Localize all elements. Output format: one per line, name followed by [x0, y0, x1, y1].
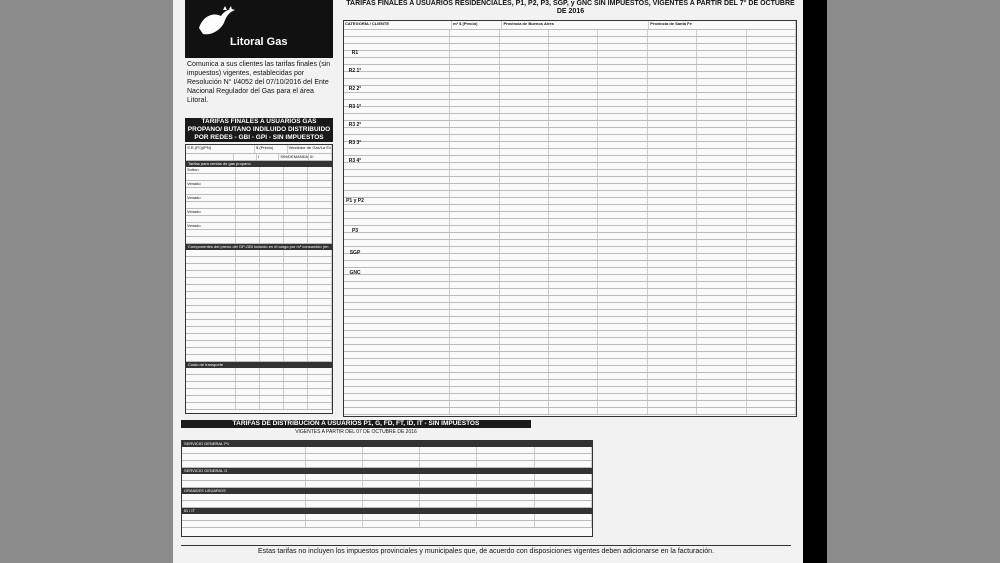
right-column [343, 0, 798, 420]
table-row [344, 296, 796, 303]
table-row [344, 317, 796, 324]
notice-text: Comunica a sus clientes las tarifas finales (sin impuestos) vigentes, establecidas por Resolución N° I/4052 del 07/10/2016 del Ente Nacional Regulador del Gas para el área Litoral. [187, 61, 331, 104]
table-row [344, 156, 796, 163]
table-row [344, 233, 796, 240]
table-row [344, 373, 796, 380]
brand-logo [185, 0, 333, 58]
table-row [344, 177, 796, 184]
table-row [344, 212, 796, 219]
table-row [344, 359, 796, 366]
table-row [344, 44, 796, 51]
table-row [344, 380, 796, 387]
table-row [344, 268, 796, 275]
category-label: P3 [351, 228, 359, 234]
footer-disclaimer: Estas tarifas no incluyen los impuestos provinciales y municipales que, de acuerdo con disposiciones vigentes deben adicionarse en la facturación. [181, 545, 791, 555]
table-row [344, 170, 796, 177]
table-row [344, 205, 796, 212]
category-label: R1 [351, 50, 359, 56]
table-row [344, 338, 796, 345]
table-row [344, 58, 796, 65]
bottom-table-subtitle: VIGENTES A PARTIR DEL 07 DE OCTUBRE DE 2016 [295, 429, 417, 435]
table-row-label: Sutton [186, 167, 236, 173]
brand-name: Litoral Gas [230, 36, 288, 48]
table-row [344, 128, 796, 135]
table-row [344, 408, 796, 415]
left-table-title: TARIFAS FINALES A USUARIOS GAS PROPANO/ BUTANO INDILUIDO DISTRIBUIDO POR REDES - GBI - GPI - SIN IMPUESTOS [185, 118, 333, 142]
category-label: R3 1° [348, 104, 362, 110]
col-header: I [257, 154, 280, 160]
table-row [344, 275, 796, 282]
table-row [344, 100, 796, 107]
table-row [344, 261, 796, 268]
table-row [344, 191, 796, 198]
left-letterbox [0, 0, 173, 563]
table-row [344, 79, 796, 86]
table-row [344, 324, 796, 331]
left-column [181, 0, 336, 420]
category-label: R2 2° [348, 86, 362, 92]
table-row [344, 30, 796, 37]
row-group: SERVICIO GENERAL G [182, 468, 592, 474]
section-header: Costo de transporte [186, 362, 332, 368]
table-row [344, 114, 796, 121]
table-row [344, 184, 796, 191]
table-row [344, 107, 796, 114]
table-row [344, 93, 796, 100]
table-row [344, 394, 796, 401]
table-row-label: Venado [186, 195, 236, 201]
table-row [344, 121, 796, 128]
table-row [344, 37, 796, 44]
row-group: ID / IT [182, 508, 592, 514]
category-label: R3 3° [348, 140, 362, 146]
row-group: GRANDES USUARIOS [182, 488, 592, 494]
table-row [344, 352, 796, 359]
table-row-label: Venado [186, 181, 236, 187]
col-header: CATEGORÍA / CLIENTE [344, 21, 452, 29]
category-label: R3 2° [348, 122, 362, 128]
table-row [344, 345, 796, 352]
table-row [344, 254, 796, 261]
residential-tariff-table [343, 20, 797, 417]
col-header: m³ $ (Precio) [452, 21, 502, 29]
col-header: S.R.(P.I)(IPN) [186, 145, 255, 153]
right-letterbox [827, 0, 1000, 563]
table-row [344, 289, 796, 296]
table-row [344, 240, 796, 247]
section-header: Componentes del precio del GP-GBI incluido en el cargo por m³ consumido (en $/m3) [186, 244, 332, 250]
table-row [344, 86, 796, 93]
table-row [344, 310, 796, 317]
table-body [344, 30, 796, 415]
table-row [344, 331, 796, 338]
bottom-table-title: TARIFAS DE DISTRIBUCIÓN A USUARIOS P1, G, FD, FT, ID, IT - SIN IMPUESTOS [181, 420, 531, 428]
right-table-title: TARIFAS FINALES A USUARIOS RESIDENCIALES, P1, P2, P3, SGP, y GNC SIN IMPUESTOS, VIGENTES A PARTIR DEL 7° DE OCTUBRE DE 2016 [346, 0, 795, 15]
newspaper-page [173, 0, 803, 563]
table-row [344, 219, 796, 226]
category-label: SGP [349, 250, 361, 256]
table-row [344, 72, 796, 79]
col-header: Provincia de Buenos Aires [502, 21, 649, 29]
section-header: Tarifas para ventas de gas propano [186, 161, 332, 167]
col-header: $ (Precio) [255, 145, 287, 153]
table-row [344, 387, 796, 394]
table-row [344, 303, 796, 310]
row-group: SERVICIO GENERAL P1 [182, 441, 592, 447]
propane-tariff-table [185, 144, 333, 414]
col-header: SIN/DEMANDA [280, 154, 309, 159]
table-row [344, 135, 796, 142]
table-row [344, 149, 796, 156]
table-row [344, 226, 796, 233]
table-row-label: Venado [186, 209, 236, 215]
table-row [344, 142, 796, 149]
flame-bird-icon [195, 6, 237, 40]
distribution-tariff-section [181, 420, 741, 545]
table-row [344, 65, 796, 72]
col-header: Vendedor de Gas/La Ex [288, 145, 332, 153]
col-header: Provincia de Santa Fe [649, 21, 796, 29]
category-label: R2 1° [348, 68, 362, 74]
category-label: GNC [349, 270, 361, 276]
table-row [344, 247, 796, 254]
table-row-label: Venado [186, 223, 236, 229]
col-header: III [309, 154, 332, 160]
side-notes [745, 420, 800, 545]
category-label: P1 y P2 [346, 198, 364, 204]
table-row [344, 163, 796, 170]
distribution-tariff-table [181, 440, 593, 537]
table-row [344, 198, 796, 205]
category-label: R3 4° [348, 158, 362, 164]
table-row [344, 366, 796, 373]
table-row [344, 282, 796, 289]
table-row [344, 51, 796, 58]
table-row [344, 401, 796, 408]
